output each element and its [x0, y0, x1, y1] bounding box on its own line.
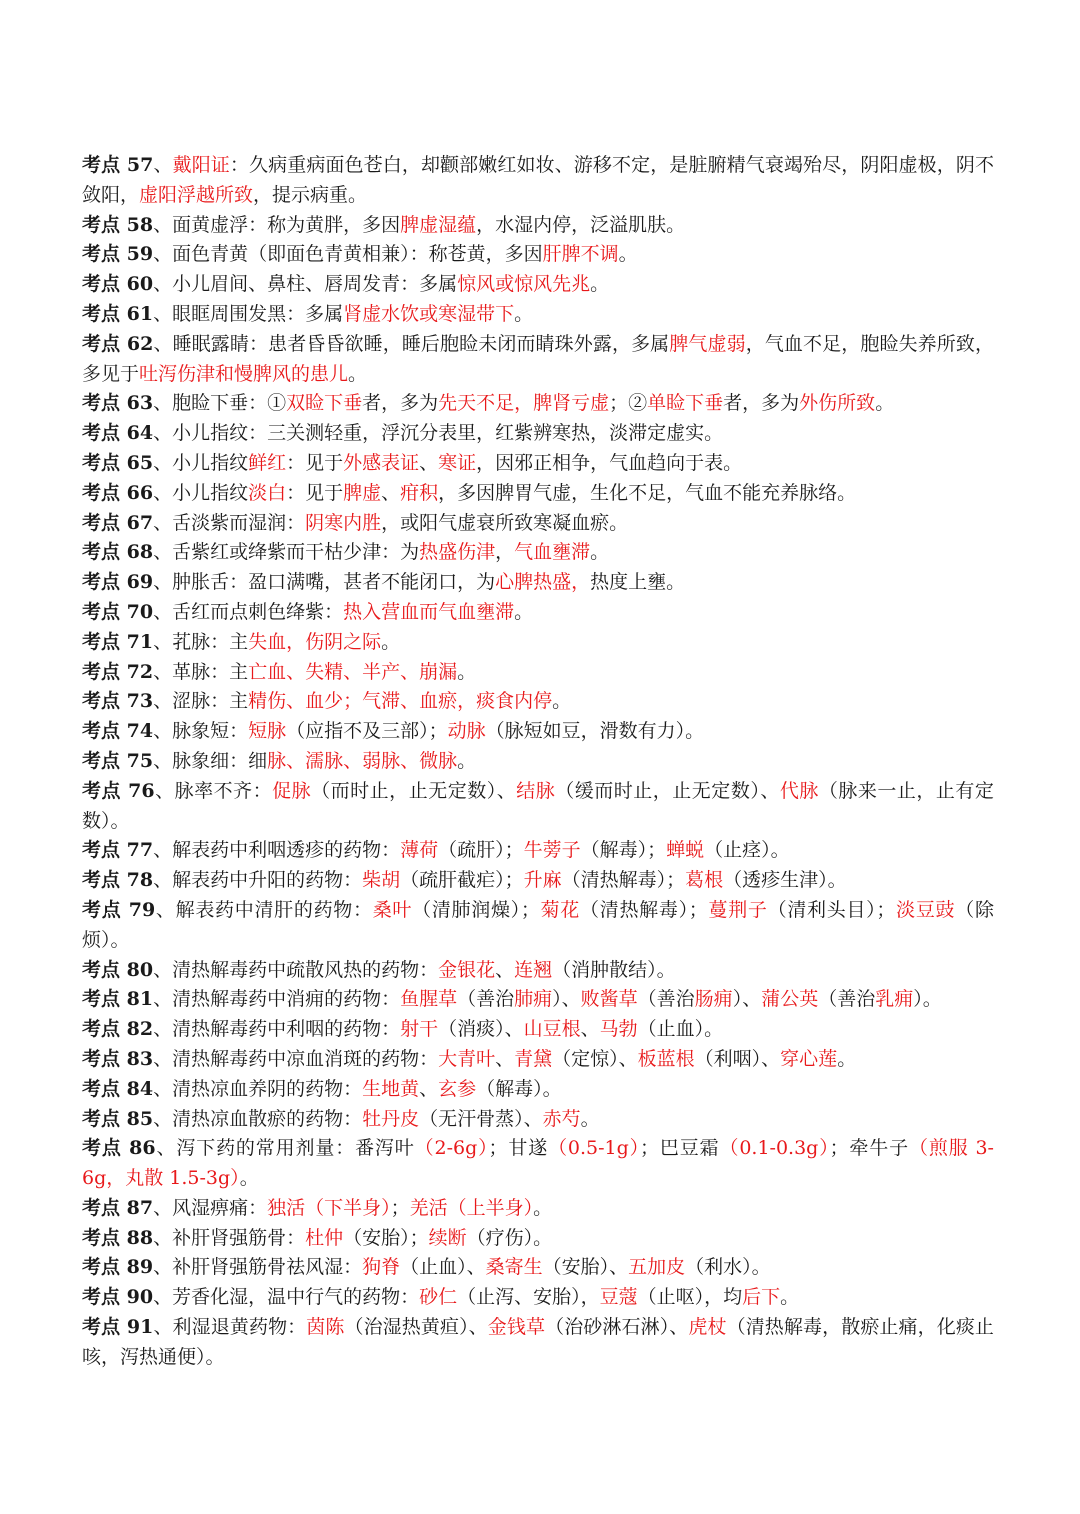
body-text: 、舌红而点刺色绛紫：: [153, 600, 344, 623]
exam-point-label: 考点 75: [82, 749, 154, 772]
exam-point-entry: [82, 330, 994, 390]
body-text: （止血）、: [400, 1256, 486, 1279]
highlight-text: 肝脾不调: [542, 243, 619, 266]
body-text: 。: [514, 600, 534, 623]
body-text: 、面黄虚浮：称为黄胖，多因: [153, 213, 401, 236]
highlight-text: 脉、濡脉、弱脉、微脉: [267, 749, 458, 772]
body-text: 。: [875, 392, 895, 415]
body-text: 、小儿眉间、鼻柱、唇周发青：多属: [153, 273, 458, 296]
body-text: 热度上壅。: [590, 571, 686, 594]
body-text: （解毒）；: [580, 839, 667, 862]
highlight-text: 升麻: [523, 869, 562, 892]
highlight-text: 青黛: [514, 1047, 553, 1070]
body-text: 、清热解毒药中凉血消斑的药物：: [153, 1047, 439, 1070]
body-text: ，多因脾胃气虚，生化不足，气血不能充养脉络。: [438, 481, 857, 504]
exam-point-label: 考点 84: [82, 1077, 154, 1100]
body-text: 、肿胀舌：盈口满嘴，甚者不能闭口，为: [153, 571, 496, 594]
body-text: （应指不及三部）；: [286, 720, 448, 743]
exam-point-label: 考点 89: [82, 1256, 154, 1279]
exam-point-label: 考点 74: [82, 720, 154, 743]
highlight-text: 寒证: [438, 451, 477, 474]
exam-point-entry: [82, 1253, 994, 1283]
highlight-text: 精伤、血少；气滞、血瘀，痰食内停: [248, 690, 553, 713]
exam-point-entry: [82, 1075, 994, 1105]
exam-point-label: 考点 91: [82, 1316, 154, 1339]
highlight-text: 金钱草: [487, 1316, 546, 1339]
exam-point-entry: [82, 956, 994, 986]
highlight-text: 生地黄: [362, 1077, 420, 1100]
highlight-text: 心脾热盛，: [495, 571, 591, 594]
exam-point-entry: [82, 836, 994, 866]
highlight-text: 大青叶: [438, 1047, 496, 1070]
body-text: （疗伤）。: [466, 1226, 553, 1249]
highlight-text: 败酱草: [580, 988, 638, 1011]
highlight-text: 戴阳证: [172, 154, 230, 176]
body-text: 、清热解毒药中利咽的药物：: [153, 1018, 401, 1041]
body-text: （安胎）；: [343, 1226, 429, 1249]
body-text: （利水）。: [685, 1256, 771, 1279]
exam-point-label: 考点 72: [82, 660, 154, 683]
highlight-text: 连翘: [514, 958, 553, 981]
exam-point-label: 考点 63: [82, 392, 154, 415]
exam-point-entry: [82, 658, 994, 688]
highlight-text: 阴寒内胜: [305, 511, 382, 534]
exam-point-entry: [82, 538, 994, 568]
body-text: 、: [580, 1018, 600, 1041]
exam-point-entry: [82, 419, 994, 449]
highlight-text: 牡丹皮: [362, 1107, 420, 1130]
highlight-text: 虎杖: [688, 1316, 727, 1339]
highlight-text: 先天不足，脾肾亏虚: [438, 392, 610, 415]
highlight-text: 豆蔻: [599, 1286, 638, 1309]
highlight-text: 肺痈: [514, 988, 553, 1011]
exam-point-label: 考点 58: [82, 213, 154, 236]
body-text: ）、: [732, 988, 762, 1011]
exam-point-label: 考点 60: [82, 273, 154, 296]
highlight-text: 脾虚: [343, 481, 382, 504]
body-text: ，提示病重。: [253, 183, 368, 206]
body-text: 、: [381, 481, 401, 504]
body-text: ；巴豆霜: [640, 1137, 720, 1160]
body-text: 。: [514, 302, 534, 325]
exam-point-entry: [82, 479, 994, 509]
highlight-text: 赤芍: [542, 1107, 581, 1130]
highlight-text: 杜仲: [305, 1226, 344, 1249]
highlight-text: 羌活（上半身）: [409, 1196, 534, 1219]
highlight-text: 结脉: [516, 779, 556, 802]
highlight-text: 吐泻伤津和慢脾风的患儿: [139, 362, 349, 385]
body-text: 、涩脉：主: [153, 690, 249, 713]
highlight-text: 双睑下垂: [286, 392, 363, 415]
body-text: 、清热解毒药中疏散风热的药物：: [153, 958, 439, 981]
exam-point-entry: [82, 300, 994, 330]
highlight-text: 短脉: [248, 720, 287, 743]
highlight-text: 蝉蜕: [666, 839, 705, 862]
body-text: （善治: [818, 988, 876, 1011]
body-text: 、解表药中升阳的药物：: [153, 869, 363, 892]
exam-point-label: 考点 66: [82, 481, 154, 504]
highlight-text: 惊风或惊风先兆: [457, 273, 591, 296]
body-text: 、泻下药的常用剂量：番泻叶: [155, 1137, 415, 1160]
body-text: （止呕），均: [637, 1286, 743, 1309]
highlight-text: 虚阳浮越所致: [139, 183, 254, 206]
highlight-text: 茵陈: [306, 1316, 345, 1339]
exam-point-entry: [82, 211, 994, 241]
body-text: （消痰）、: [438, 1018, 524, 1041]
body-text: （清肺润燥）；: [412, 898, 540, 921]
exam-point-entry: [82, 568, 994, 598]
exam-point-entry: [82, 598, 994, 628]
highlight-text: 脾虚湿蕴: [400, 213, 477, 236]
document-body: [82, 151, 994, 1373]
body-text: （利咽）、: [694, 1047, 781, 1070]
highlight-text: （2-6g）: [414, 1137, 489, 1160]
exam-point-label: 考点 64: [82, 422, 154, 445]
exam-point-label: 考点 76: [82, 779, 155, 802]
highlight-text: 桑寄生: [485, 1256, 543, 1279]
highlight-text: 热入营血而气血壅滞: [343, 600, 515, 623]
body-text: 、芤脉：主: [153, 630, 249, 653]
body-text: ：见于: [286, 451, 344, 474]
highlight-text: 热盛伤津: [419, 541, 496, 564]
body-text: （透疹生津）。: [723, 869, 847, 892]
body-text: ）。: [913, 988, 942, 1011]
body-text: 、: [495, 1047, 515, 1070]
highlight-text: 单睑下垂: [647, 392, 724, 415]
body-text: ；②: [609, 392, 648, 415]
exam-point-entry: [82, 777, 994, 837]
body-text: （除烦）。: [82, 898, 994, 951]
body-text: 、舌淡紫而湿润：: [153, 511, 306, 534]
body-text: 、: [419, 1077, 439, 1100]
body-text: 。: [590, 541, 610, 564]
body-text: 。: [457, 749, 477, 772]
highlight-text: 射干: [400, 1018, 439, 1041]
exam-point-label: 考点 59: [82, 243, 154, 266]
exam-point-entry: [82, 1105, 994, 1135]
body-text: 。: [239, 1167, 259, 1190]
body-text: （清利头目）；: [767, 898, 896, 921]
exam-point-entry: [82, 1134, 994, 1194]
highlight-text: 桑叶: [372, 898, 413, 921]
exam-point-entry: [82, 270, 994, 300]
body-text: （疏肝）；: [438, 839, 524, 862]
body-text: 、解表药中清肝的药物：: [155, 898, 373, 921]
body-text: （清热解毒）；: [580, 898, 708, 921]
exam-point-entry: [82, 866, 994, 896]
body-text: （脉短如豆，滑数有力）。: [485, 720, 705, 743]
body-text: 。: [381, 630, 401, 653]
highlight-text: 板蓝根: [637, 1047, 695, 1070]
body-text: 、: [419, 451, 439, 474]
highlight-text: 动脉: [447, 720, 486, 743]
body-text: （清热解毒，散瘀止痛，化痰止咳，泻热通便）。: [82, 1316, 994, 1368]
body-text: 、解表药中利咽透疹的药物：: [153, 839, 401, 862]
exam-point-entry: [82, 1283, 994, 1313]
exam-point-entry: [82, 1015, 994, 1045]
highlight-text: 外伤所致: [799, 392, 876, 415]
body-text: 、舌紫红或绛紫而干枯少津：为: [153, 541, 420, 564]
body-text: 、清热凉血散瘀的药物：: [153, 1107, 363, 1130]
body-text: 、睡眠露睛：患者昏昏欲睡，睡后胞睑未闭而睛珠外露，多属: [153, 332, 670, 355]
exam-point-entry: [82, 240, 994, 270]
body-text: （解毒）。: [476, 1077, 562, 1100]
highlight-text: 五加皮: [628, 1256, 686, 1279]
body-text: 。: [580, 1107, 600, 1130]
highlight-text: 失血，伤阴之际: [248, 630, 382, 653]
highlight-text: 狗脊: [362, 1256, 401, 1279]
highlight-text: 葛根: [685, 869, 724, 892]
body-text: （止泻、安胎），: [457, 1286, 600, 1309]
body-text: 。: [552, 690, 572, 713]
exam-point-label: 考点 71: [82, 630, 154, 653]
exam-point-label: 考点 65: [82, 451, 154, 474]
body-text: 。: [780, 1286, 800, 1309]
exam-point-label: 考点 81: [82, 988, 154, 1011]
body-text: 、革脉：主: [153, 660, 249, 683]
highlight-text: 牛蒡子: [523, 839, 581, 862]
highlight-text: 脾气虚弱: [669, 332, 746, 355]
body-text: （善治: [457, 988, 515, 1011]
highlight-text: 蒲公英: [761, 988, 819, 1011]
highlight-text: 续断: [428, 1226, 467, 1249]
highlight-text: 鱼腥草: [400, 988, 458, 1011]
exam-point-entry: [82, 509, 994, 539]
exam-point-label: 考点 70: [82, 600, 154, 623]
body-text: ，: [495, 541, 515, 564]
body-text: （疏肝截疟）；: [400, 869, 524, 892]
body-text: 、面色青黄（即面色青黄相兼）：称苍黄，多因: [153, 243, 543, 266]
exam-point-entry: [82, 687, 994, 717]
body-text: ；甘遂: [488, 1137, 549, 1160]
body-text: ：久病重病面色苍白，却颧部嫩红如妆、游移不定，是脏腑精气衰竭殆尽，阴阳虚极，阴不敛阳，: [82, 154, 994, 206]
exam-point-entry: [82, 896, 994, 956]
body-text: 。: [457, 660, 477, 683]
body-text: ，因邪正相争，气血趋向于表。: [476, 451, 743, 474]
highlight-text: （煎服 3-6g，丸散 1.5-3g）: [82, 1137, 994, 1190]
exam-point-label: 考点 69: [82, 571, 154, 594]
body-text: 、小儿指纹: [153, 451, 249, 474]
exam-point-entry: [82, 389, 994, 419]
highlight-text: 外感表证: [343, 451, 420, 474]
body-text: （无汗骨蒸）、: [419, 1107, 543, 1130]
highlight-text: 气血壅滞: [514, 541, 591, 564]
highlight-text: 亡血、失精、半产、崩漏: [248, 660, 458, 683]
body-text: 。: [590, 273, 610, 296]
exam-point-label: 考点 68: [82, 541, 154, 564]
exam-point-entry: [82, 151, 994, 211]
body-text: （止血）。: [637, 1018, 724, 1041]
highlight-text: （0.5-1g）: [548, 1137, 641, 1160]
exam-point-entry: [82, 449, 994, 479]
body-text: （消肿散结）。: [552, 958, 676, 981]
highlight-text: 淡豆豉: [895, 898, 956, 921]
body-text: ；牵牛子: [829, 1137, 909, 1160]
exam-point-label: 考点 61: [82, 302, 154, 325]
highlight-text: 玄参: [438, 1077, 477, 1100]
highlight-text: 肾虚水饮或寒湿带下: [343, 302, 515, 325]
body-text: 、补肝肾强筋骨祛风湿：: [153, 1256, 363, 1279]
body-text: （定惊）、: [552, 1047, 638, 1070]
exam-point-label: 考点 82: [82, 1018, 154, 1041]
body-text: （善治: [637, 988, 695, 1011]
body-text: 、眼眶周围发黑：多属: [153, 302, 344, 325]
exam-point-label: 考点 86: [82, 1137, 156, 1160]
exam-point-entry: [82, 1194, 994, 1224]
exam-point-entry: [82, 1313, 994, 1373]
exam-point-label: 考点 62: [82, 332, 154, 355]
highlight-text: 代脉: [779, 779, 819, 802]
body-text: （缓而时止，止无定数）、: [555, 779, 780, 802]
exam-point-entry: [82, 628, 994, 658]
highlight-text: 砂仁: [419, 1286, 458, 1309]
exam-point-label: 考点 77: [82, 839, 154, 862]
highlight-text: （0.1-0.3g）: [719, 1137, 830, 1160]
highlight-text: 穿心莲: [780, 1047, 838, 1070]
body-text: （治砂淋石淋）、: [545, 1316, 689, 1339]
body-text: 。: [348, 362, 368, 385]
exam-point-label: 考点 90: [82, 1286, 154, 1309]
exam-point-entry: [82, 1045, 994, 1075]
body-text: 、胞睑下垂：①: [153, 392, 287, 415]
highlight-text: 蔓荆子: [707, 898, 768, 921]
body-text: （清热解毒）；: [561, 869, 686, 892]
highlight-text: 独活（下半身）: [267, 1196, 391, 1219]
highlight-text: 马勃: [599, 1018, 638, 1041]
body-text: 。: [837, 1047, 857, 1070]
body-text: 、风湿痹痛：: [153, 1196, 268, 1219]
exam-point-entry: [82, 1224, 994, 1254]
highlight-text: 山豆根: [523, 1018, 581, 1041]
body-text: 。: [533, 1196, 553, 1219]
body-text: （安胎）、: [542, 1256, 629, 1279]
body-text: ，气血不足，胞睑失养所致，多见于: [82, 332, 994, 385]
exam-point-entry: [82, 717, 994, 747]
highlight-text: 金银花: [438, 958, 496, 981]
exam-point-label: 考点 88: [82, 1226, 154, 1249]
body-text: （止痉）。: [704, 839, 790, 862]
body-text: 、脉率不齐：: [154, 779, 273, 802]
body-text: （脉来一止，止有定数）。: [82, 779, 994, 832]
highlight-text: 菊花: [539, 898, 581, 921]
highlight-text: 柴胡: [362, 869, 401, 892]
body-text: 、芳香化湿，温中行气的药物：: [153, 1286, 420, 1309]
highlight-text: 肠痈: [694, 988, 733, 1011]
body-text: 、: [495, 958, 515, 981]
exam-point-entry: [82, 985, 994, 1015]
body-text: 、利湿退黄药物：: [153, 1316, 307, 1339]
body-text: ）、: [552, 988, 581, 1011]
exam-point-label: 考点 83: [82, 1047, 154, 1070]
exam-point-label: 考点 73: [82, 690, 154, 713]
highlight-text: 薄荷: [400, 839, 439, 862]
body-text: 、补肝肾强筋骨：: [153, 1226, 306, 1249]
exam-point-label: 考点 80: [82, 958, 154, 981]
exam-point-label: 考点 67: [82, 511, 154, 534]
body-text: ，或阳气虚衰所致寒凝血瘀。: [381, 511, 629, 534]
body-text: （治湿热黄疸）、: [344, 1316, 488, 1339]
body-text: ；: [390, 1196, 410, 1219]
body-text: 、小儿指纹：三关测轻重，浮沉分表里，红紫辨寒热，淡滞定虚实。: [153, 422, 724, 445]
highlight-text: 疳积: [400, 481, 439, 504]
body-text: 、脉象短：: [153, 720, 249, 743]
exam-point-label: 考点 78: [82, 869, 154, 892]
highlight-text: 淡白: [248, 481, 287, 504]
body-text: 。: [618, 243, 638, 266]
exam-point-entry: [82, 747, 994, 777]
body-text: 、小儿指纹: [153, 481, 249, 504]
body-text: ：见于: [286, 481, 344, 504]
body-text: 、脉象细：细: [153, 749, 268, 772]
body-text: ，水湿内停，泛溢肌肤。: [476, 213, 686, 236]
body-text: 、清热解毒药中消痈的药物：: [153, 988, 401, 1011]
highlight-text: 促脉: [272, 779, 312, 802]
highlight-text: 鲜红: [248, 451, 287, 474]
body-text: 、清热凉血养阴的药物：: [153, 1077, 363, 1100]
exam-point-label: 考点 57: [82, 154, 154, 176]
exam-point-label: 考点 87: [82, 1196, 154, 1219]
highlight-text: 乳痈: [875, 988, 914, 1011]
body-text: 、: [153, 154, 173, 176]
exam-point-label: 考点 79: [82, 898, 156, 921]
body-text: 者，多为: [723, 392, 800, 415]
body-text: （而时止，止无定数）、: [311, 779, 517, 802]
highlight-text: 后下: [742, 1286, 781, 1309]
exam-point-label: 考点 85: [82, 1107, 154, 1130]
body-text: 者，多为: [362, 392, 439, 415]
